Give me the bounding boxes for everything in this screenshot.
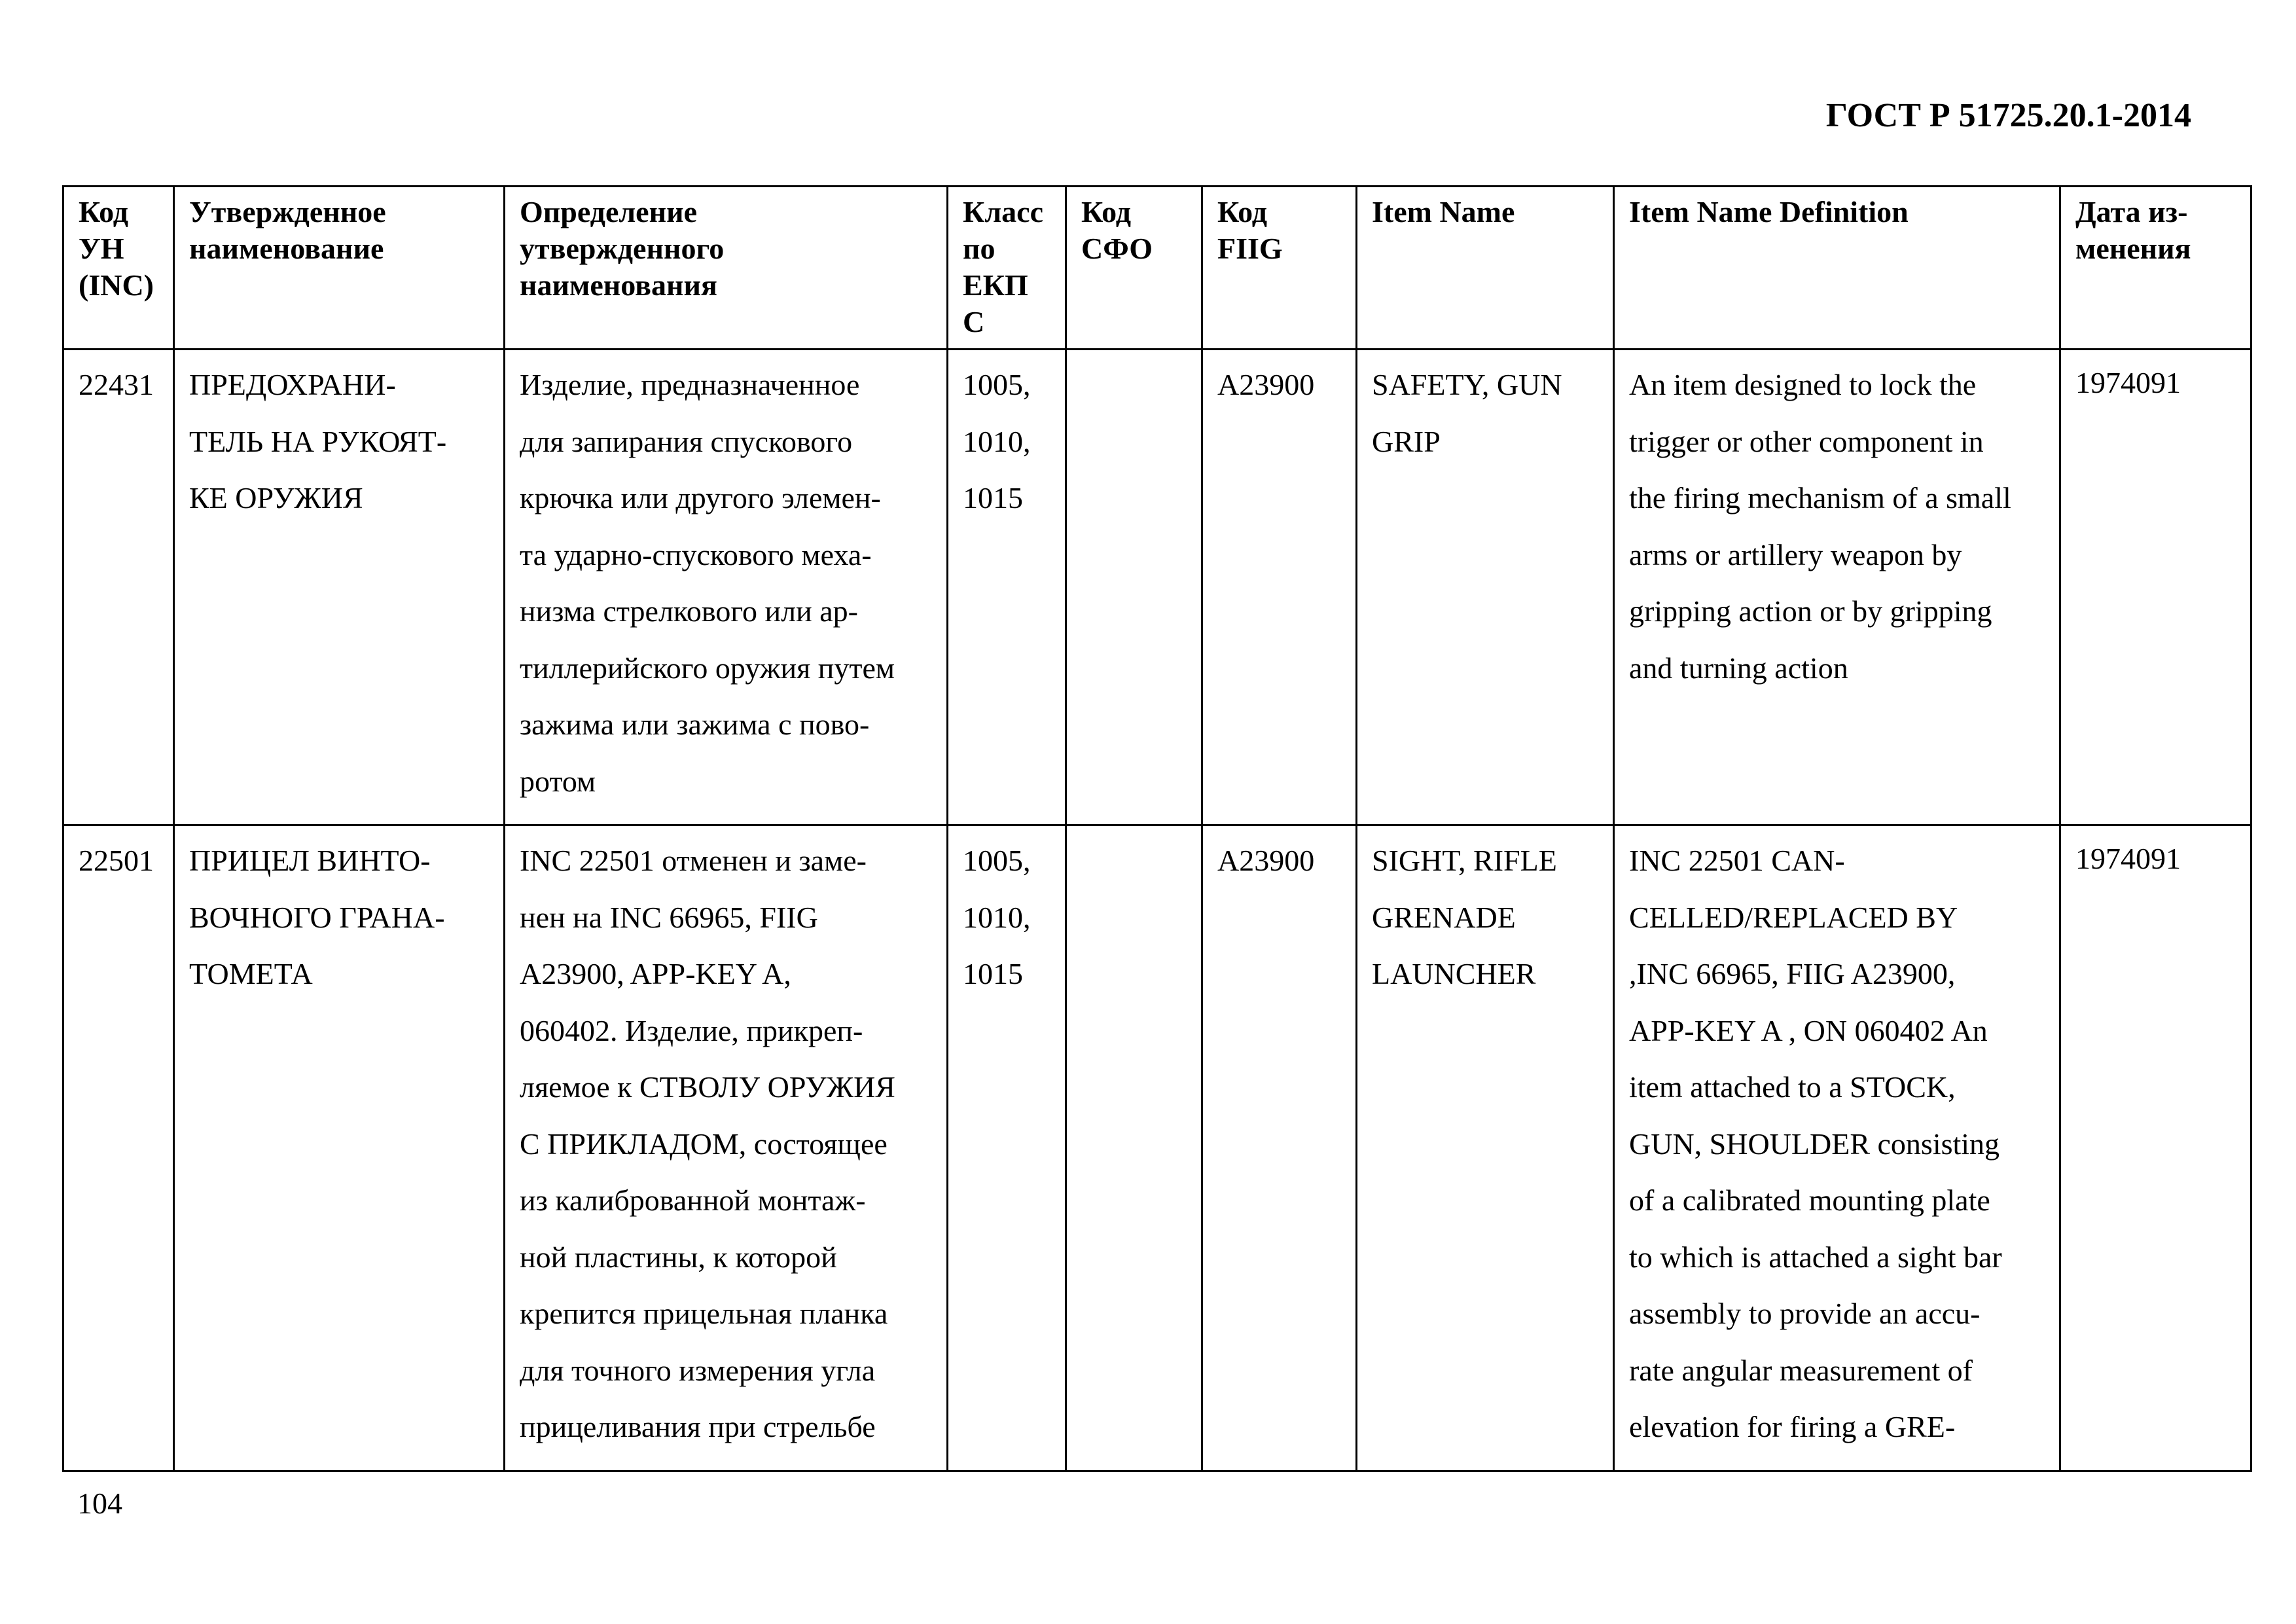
column-header-sfo-code: Код СФО [1066, 187, 1202, 350]
column-header-ekps-class: Класс по ЕКП С [948, 187, 1066, 350]
ekps-class-cell: 1005, 1010, 1015 [948, 825, 1066, 1471]
item-name-definition-cell: An item designed to lock the trigger or other component in the firing mechanism of a small arms or artillery weapon by gripping action or by gripping and turning action [1614, 350, 2060, 825]
table-row [63, 350, 2251, 825]
column-header-inc: Код УН (INC) [63, 187, 174, 350]
column-header-item-name: Item Name [1357, 187, 1614, 350]
page-number: 104 [77, 1487, 122, 1520]
ekps-class-cell: 1005, 1010, 1015 [948, 350, 1066, 825]
change-date-cell: 1974091 [2060, 350, 2251, 825]
column-header-approved-name: Утвержденное наименование [174, 187, 505, 350]
standard-code: ГОСТ Р 51725.20.1-2014 [1825, 97, 2191, 134]
definition-cell: Изделие, предназначенное для запирания спускового крючка или другого элемен- та ударно-спускового меха- низма стрелкового или ар- тиллерийского оружия путем зажима или зажима с пово- ротом [505, 350, 948, 825]
change-date-cell: 1974091 [2060, 825, 2251, 1471]
approved-name-cell: ПРЕДОХРАНИ- ТЕЛЬ НА РУКОЯТ- КЕ ОРУЖИЯ [174, 350, 505, 825]
item-name-registry-table [62, 185, 2252, 1472]
fiig-code-cell: A23900 [1202, 825, 1357, 1471]
sfo-code-cell [1066, 825, 1202, 1471]
item-name-cell: SAFETY, GUN GRIP [1357, 350, 1614, 825]
item-name-cell: SIGHT, RIFLE GRENADE LAUNCHER [1357, 825, 1614, 1471]
table-header-row [63, 187, 2251, 350]
table-row [63, 825, 2251, 1471]
inc-cell: 22431 [63, 350, 174, 825]
definition-cell: INC 22501 отменен и заме- нен на INC 66965, FIIG A23900, APP-KEY A, 060402. Изделие, прикреп- ляемое к СТВОЛУ ОРУЖИЯ С ПРИКЛАДОМ, состоящее из калиброванной монтаж- ной пластины, к которой крепится прицельная планка для точного измерения угла прицеливания при стрельбе [505, 825, 948, 1471]
fiig-code-cell: A23900 [1202, 350, 1357, 825]
sfo-code-cell [1066, 350, 1202, 825]
column-header-fiig-code: Код FIIG [1202, 187, 1357, 350]
inc-cell: 22501 [63, 825, 174, 1471]
column-header-definition: Определение утвержденного наименования [505, 187, 948, 350]
approved-name-cell: ПРИЦЕЛ ВИНТО- ВОЧНОГО ГРАНА- ТОМЕТА [174, 825, 505, 1471]
item-name-definition-cell: INC 22501 CAN- CELLED/REPLACED BY ,INC 66965, FIIG A23900, APP-KEY A , ON 060402 An item attached to a STOCK, GUN, SHOULDER consisting of a calibrated mounting plate to which is attached a sight bar assembly to provide an accu- rate angular measurement of elevation for firing a GRE- [1614, 825, 2060, 1471]
column-header-change-date: Дата из- менения [2060, 187, 2251, 350]
column-header-item-name-definition: Item Name Definition [1614, 187, 2060, 350]
